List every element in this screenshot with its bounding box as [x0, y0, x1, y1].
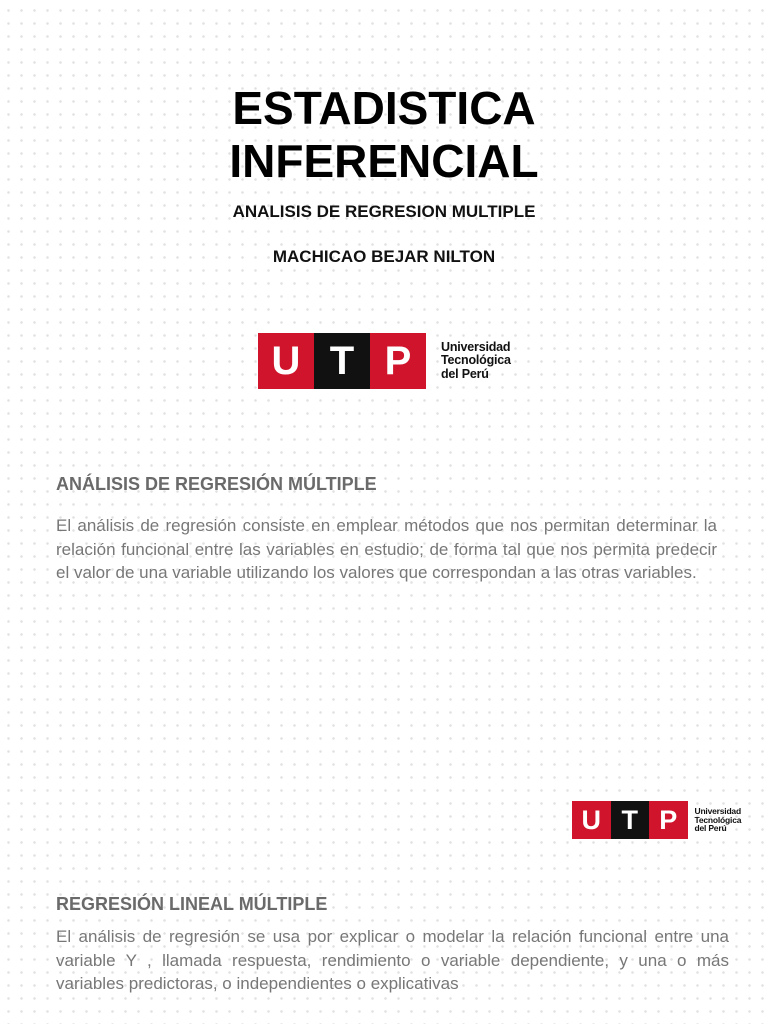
utp-logo-mark — [258, 333, 426, 389]
logo-university-line: del Perú — [694, 823, 727, 834]
utp-logo — [258, 333, 511, 389]
document-subtitle: ANALISIS DE REGRESION MULTIPLE — [232, 202, 536, 221]
logo-university-line: Universidad — [694, 805, 741, 816]
logo-university-line: Tecnológica — [694, 814, 742, 825]
logo-university-line: Universidad — [441, 340, 511, 355]
logo-university-line: Tecnológica — [441, 353, 511, 368]
author-name: MACHICAO BEJAR NILTON — [272, 247, 496, 266]
logo-letter-t: T — [611, 801, 650, 839]
logo-letter-t: T — [314, 333, 370, 389]
section-paragraph: El análisis de regresión consiste en emplear métodos que nos permitan determinar la relación funcional entre las variables en estudio; de forma tal que nos permita predecir el valor de una variable utilizando los valores que correspondan a las otras variables. — [56, 516, 717, 582]
section-heading: REGRESIÓN LINEAL MÚLTIPLE — [56, 894, 328, 914]
logo-university-line: del Perú — [441, 366, 489, 381]
utp-logo-mark — [572, 801, 688, 839]
section-heading: ANÁLISIS DE REGRESIÓN MÚLTIPLE — [56, 474, 377, 494]
logo-letter-p: P — [370, 333, 426, 389]
logo-letter-u: U — [572, 801, 611, 839]
logo-letter-p: P — [649, 801, 688, 839]
logo-university-name — [695, 807, 742, 834]
section-paragraph: El análisis de regresión se usa por explicar o modelar la relación funcional entre una variable Y , llamada respuesta, rendimiento o variable dependiente, y una o más variables predictoras, o independientes o explicativas — [56, 927, 729, 993]
logo-university-name — [441, 341, 511, 380]
title-line-2: INFERENCIAL — [229, 135, 539, 187]
utp-logo-small — [572, 801, 741, 839]
logo-letter-u: U — [258, 333, 314, 389]
document-title — [0, 82, 768, 188]
title-line-1: ESTADISTICA — [232, 82, 536, 134]
